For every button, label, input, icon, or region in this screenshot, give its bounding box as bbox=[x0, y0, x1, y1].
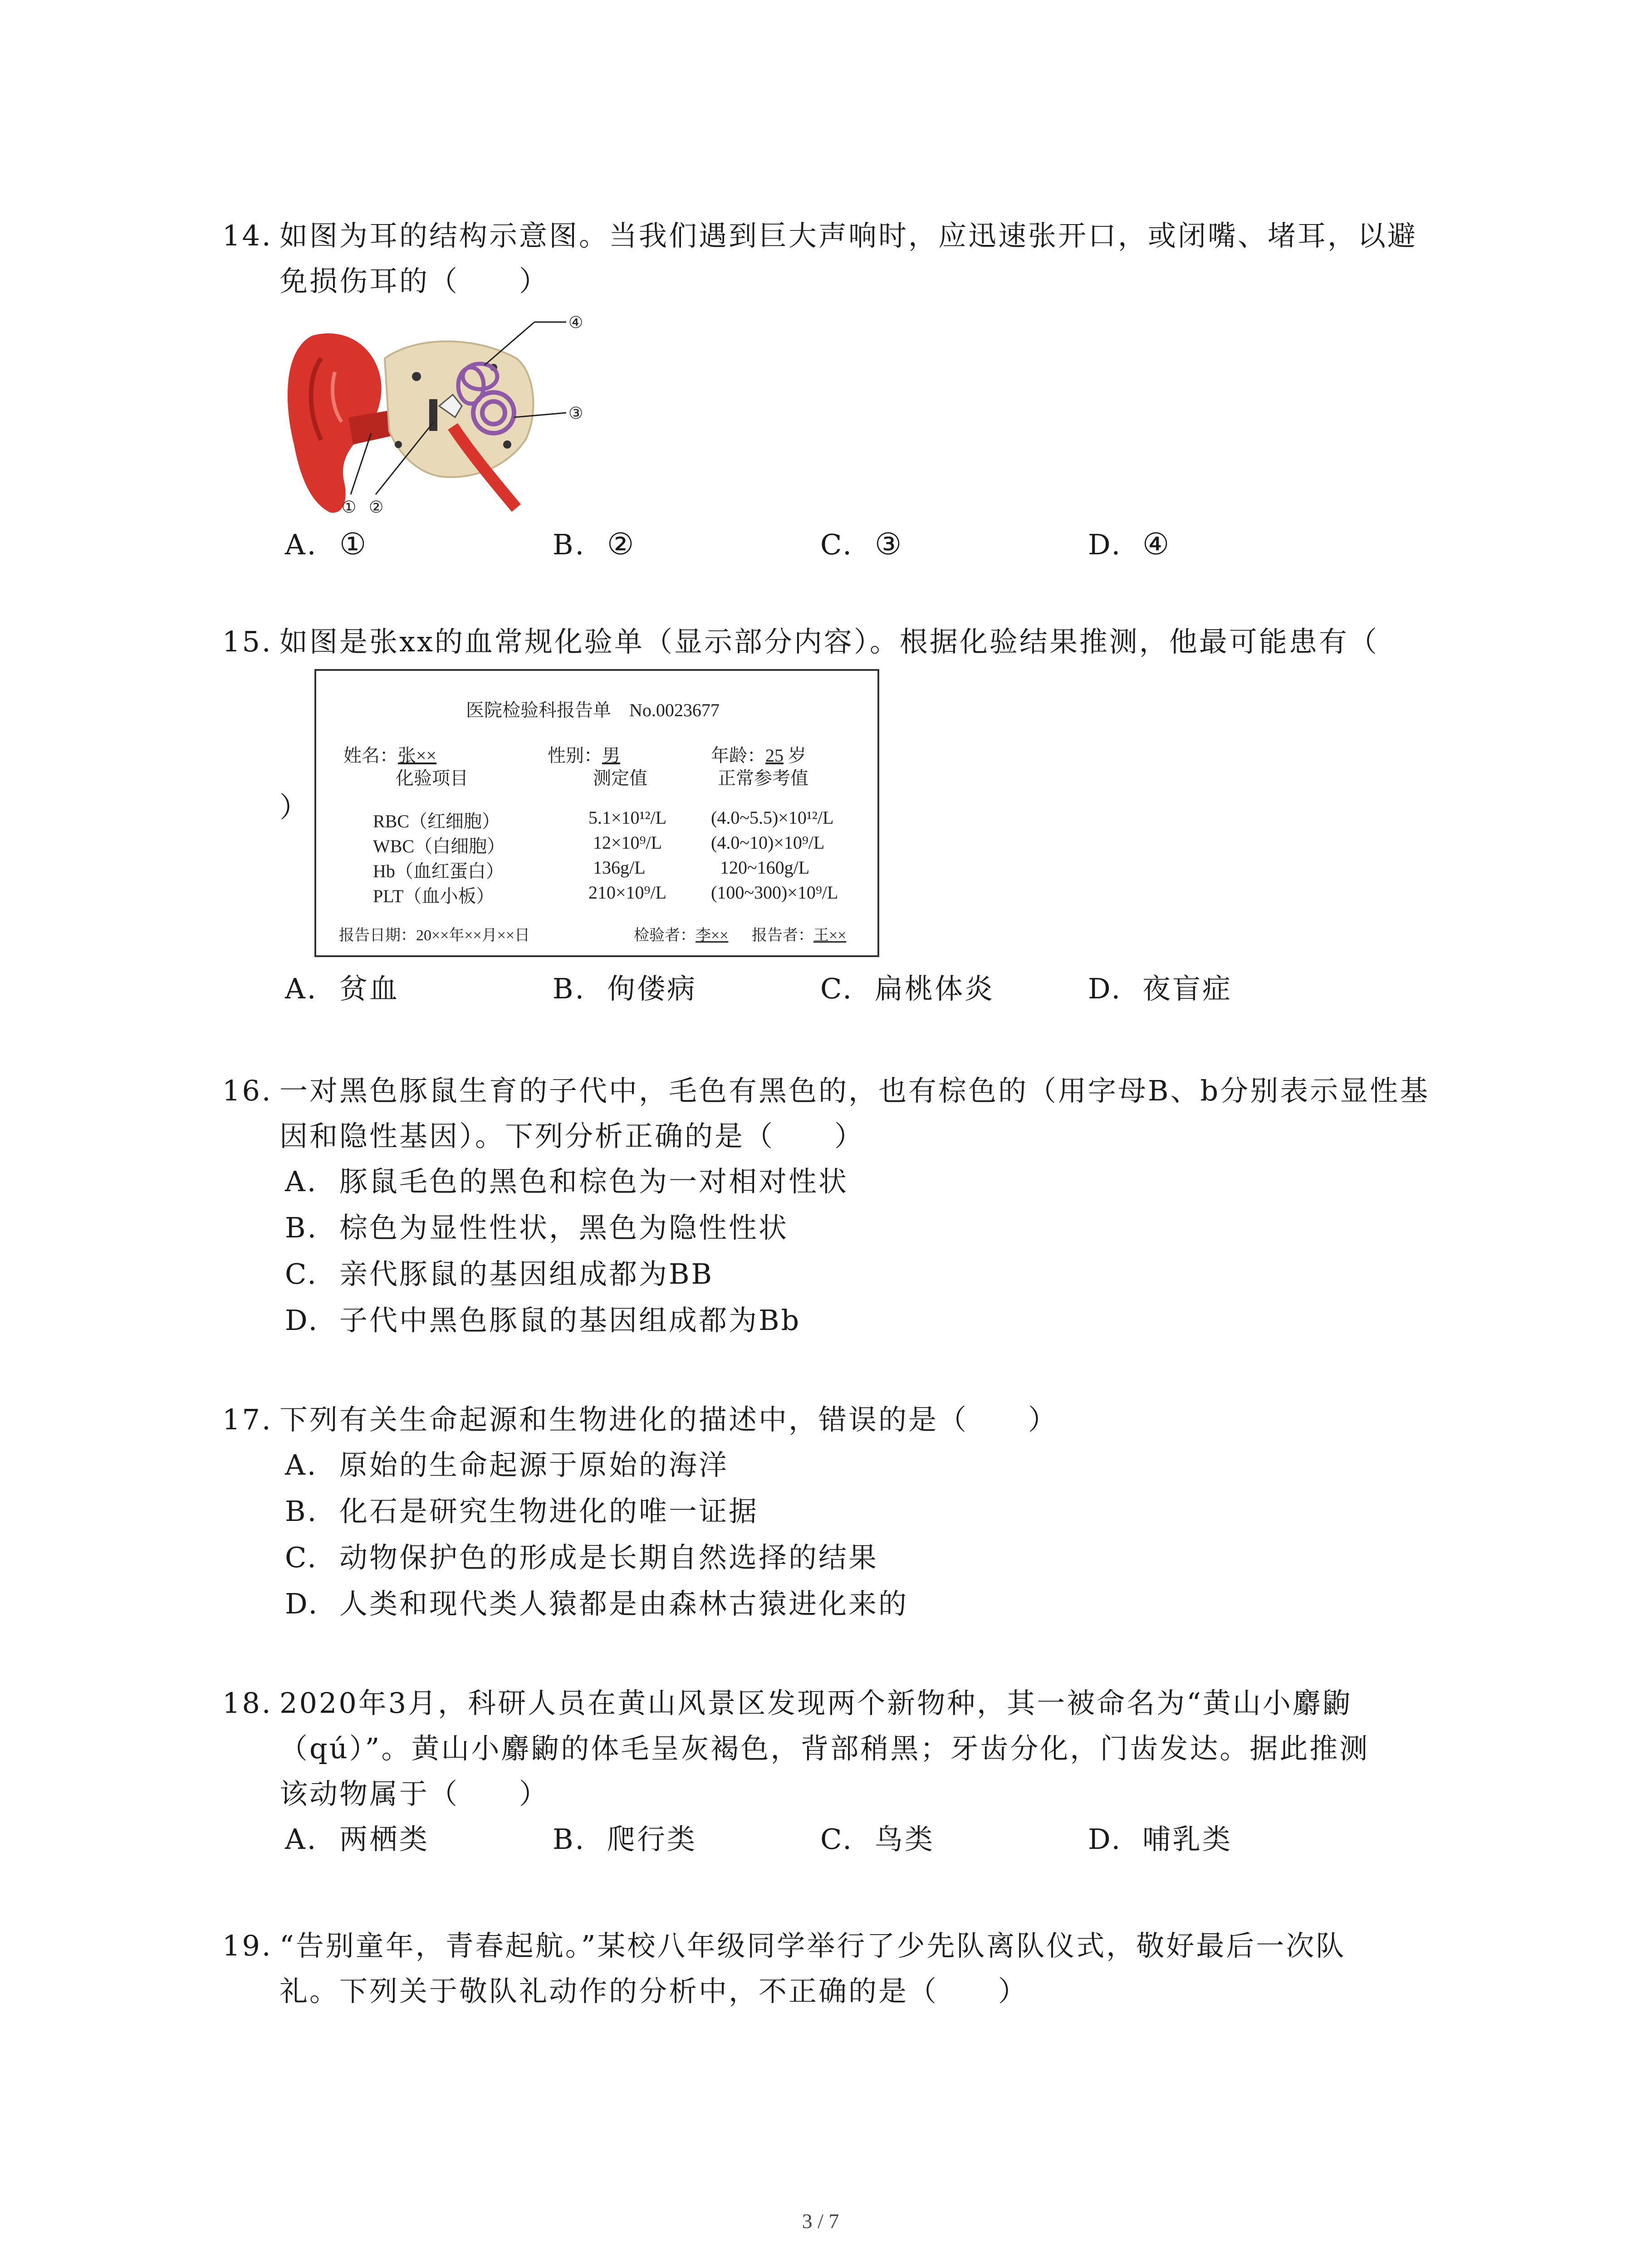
question-stem-line: “告别童年，青春起航。”某校八年级同学举行了少先队离队仪式，敬好最后一次队 bbox=[279, 1929, 1346, 1962]
table-row-value: 12×10⁹/L bbox=[593, 832, 662, 853]
question-stem-line: 该动物属于（ ） bbox=[279, 1777, 549, 1810]
table-row-item: WBC（白细胞） bbox=[373, 836, 505, 856]
question-stem-line: 如图是张xx的血常规化验单（显示部分内容）。根据化验结果推测，他最可能患有（ bbox=[279, 625, 1379, 658]
question-stem-line: （qú）”。黄山小麝鼩的体毛呈灰褐色，背部稍黑；牙齿分化，门齿发达。据此推测 bbox=[279, 1732, 1370, 1765]
question-15 bbox=[222, 619, 1447, 665]
option-b[interactable]: B. 棕色为显性性状，黑色为隐性性状 bbox=[285, 1211, 789, 1244]
question-stem-line: 下列有关生命起源和生物进化的描述中，错误的是（ ） bbox=[279, 1403, 1058, 1436]
question-stem-line: 礼。下列关于敬队礼动作的分析中，不正确的是（ ） bbox=[279, 1975, 1029, 2008]
option-c[interactable]: C. 动物保护色的形成是长期自然选择的结果 bbox=[285, 1541, 879, 1574]
question-stem-line: 一对黑色豚鼠生育的子代中，毛色有黑色的，也有棕色的（用字母B、b分别表示显性基 bbox=[279, 1074, 1430, 1107]
option-d[interactable]: D. 夜盲症 bbox=[1088, 972, 1233, 1005]
table-row-value: 136g/L bbox=[593, 857, 646, 878]
figure-label-3: ③ bbox=[568, 404, 583, 423]
table-row-ref: 120~160g/L bbox=[720, 857, 810, 878]
report-title: 医院检验科报告单 No.0023677 bbox=[466, 700, 720, 720]
option-b[interactable]: B. 佝偻病 bbox=[553, 972, 697, 1005]
figure-label-4: ④ bbox=[568, 313, 583, 332]
option-b[interactable]: B. ② bbox=[553, 527, 636, 562]
question-stem-line: 免损伤耳的（ ） bbox=[279, 264, 549, 298]
question-number: 14. bbox=[222, 219, 273, 252]
table-row-item: Hb（血红蛋白） bbox=[373, 861, 504, 881]
option-a[interactable]: A. 贫血 bbox=[285, 972, 400, 1005]
question-16 bbox=[222, 1068, 1447, 1344]
option-b[interactable]: B. 爬行类 bbox=[553, 1823, 697, 1856]
question-15-options bbox=[222, 966, 1447, 1012]
option-c[interactable]: C. 亲代豚鼠的基因组成都为BB bbox=[285, 1257, 714, 1290]
col-header-ref: 正常参考值 bbox=[718, 768, 808, 788]
question-stem-line: 因和隐性基因）。下列分析正确的是（ ） bbox=[279, 1119, 865, 1153]
option-c[interactable]: C. ③ bbox=[820, 527, 904, 562]
figure-label-2: ② bbox=[369, 498, 384, 517]
question-stem-line: 如图为耳的结构示意图。当我们遇到巨大声响时，应迅速张开口，或闭嘴、堵耳，以避 bbox=[279, 219, 1418, 252]
question-14-options bbox=[222, 522, 1447, 567]
table-row-ref: (100~300)×10⁹/L bbox=[711, 882, 838, 903]
ear-structure-figure bbox=[280, 308, 607, 517]
question-17 bbox=[222, 1397, 1447, 1628]
question-stem-line: ） bbox=[279, 791, 308, 824]
option-c[interactable]: C. 扁桃体炎 bbox=[820, 972, 995, 1005]
col-header-item: 化验项目 bbox=[396, 768, 468, 788]
table-row-item: PLT（血小板） bbox=[373, 886, 495, 906]
question-number: 18. bbox=[222, 1686, 273, 1720]
option-b[interactable]: B. 化石是研究生物进化的唯一证据 bbox=[285, 1495, 759, 1528]
table-row-item: RBC（红细胞） bbox=[373, 811, 500, 831]
option-d[interactable]: D. 子代中黑色豚鼠的基因组成都为Bb bbox=[285, 1304, 801, 1337]
option-d[interactable]: D. 哺乳类 bbox=[1088, 1823, 1233, 1856]
question-number: 16. bbox=[222, 1074, 273, 1107]
question-14 bbox=[222, 213, 1447, 304]
page-number: 3 / 7 bbox=[802, 2209, 839, 2233]
option-d[interactable]: D. 人类和现代类人猿都是由森林古猿进化来的 bbox=[285, 1587, 909, 1620]
question-number: 15. bbox=[222, 625, 273, 658]
question-number: 17. bbox=[222, 1403, 273, 1436]
option-a[interactable]: A. ① bbox=[285, 527, 368, 562]
table-row-value: 5.1×10¹²/L bbox=[588, 807, 667, 828]
table-row-ref: (4.0~5.5)×10¹²/L bbox=[711, 807, 834, 828]
col-header-value: 测定值 bbox=[593, 768, 647, 788]
table-row-value: 210×10⁹/L bbox=[588, 882, 667, 903]
question-19 bbox=[222, 1923, 1447, 2014]
question-18 bbox=[222, 1681, 1447, 1862]
lab-report-figure: 医院检验科报告单 No.0023677 姓名：张×× 性别：男 年龄：25 岁 化验项目 测定值 正常参考值 RBC（红细胞） 5.1×10¹²/L (4.0~5.5)×10¹²/L WBC（白细胞） 12×10⁹/L (4.0~10)×10⁹/L Hb（血红蛋白） 136g/L 120~160g/L PLT（血小板） 210×10⁹/L (100~300)×10⁹/L 报告日期：20××年××月××日 检验者：李×× 报告者：王×× bbox=[314, 669, 879, 957]
report-date: 报告日期：20××年××月××日 bbox=[339, 927, 530, 944]
table-row-ref: (4.0~10)×10⁹/L bbox=[711, 832, 825, 853]
option-a[interactable]: A. 两栖类 bbox=[285, 1823, 430, 1856]
option-a[interactable]: A. 豚鼠毛色的黑色和棕色为一对相对性状 bbox=[285, 1165, 849, 1198]
question-number: 19. bbox=[222, 1929, 273, 1962]
option-c[interactable]: C. 鸟类 bbox=[820, 1823, 935, 1856]
figure-label-1: ① bbox=[342, 498, 357, 517]
option-d[interactable]: D. ④ bbox=[1088, 527, 1171, 562]
option-a[interactable]: A. 原始的生命起源于原始的海洋 bbox=[285, 1448, 729, 1481]
question-stem-line: 2020年3月，科研人员在黄山风景区发现两个新物种，其一被命名为“黄山小麝鼩 bbox=[279, 1686, 1352, 1720]
